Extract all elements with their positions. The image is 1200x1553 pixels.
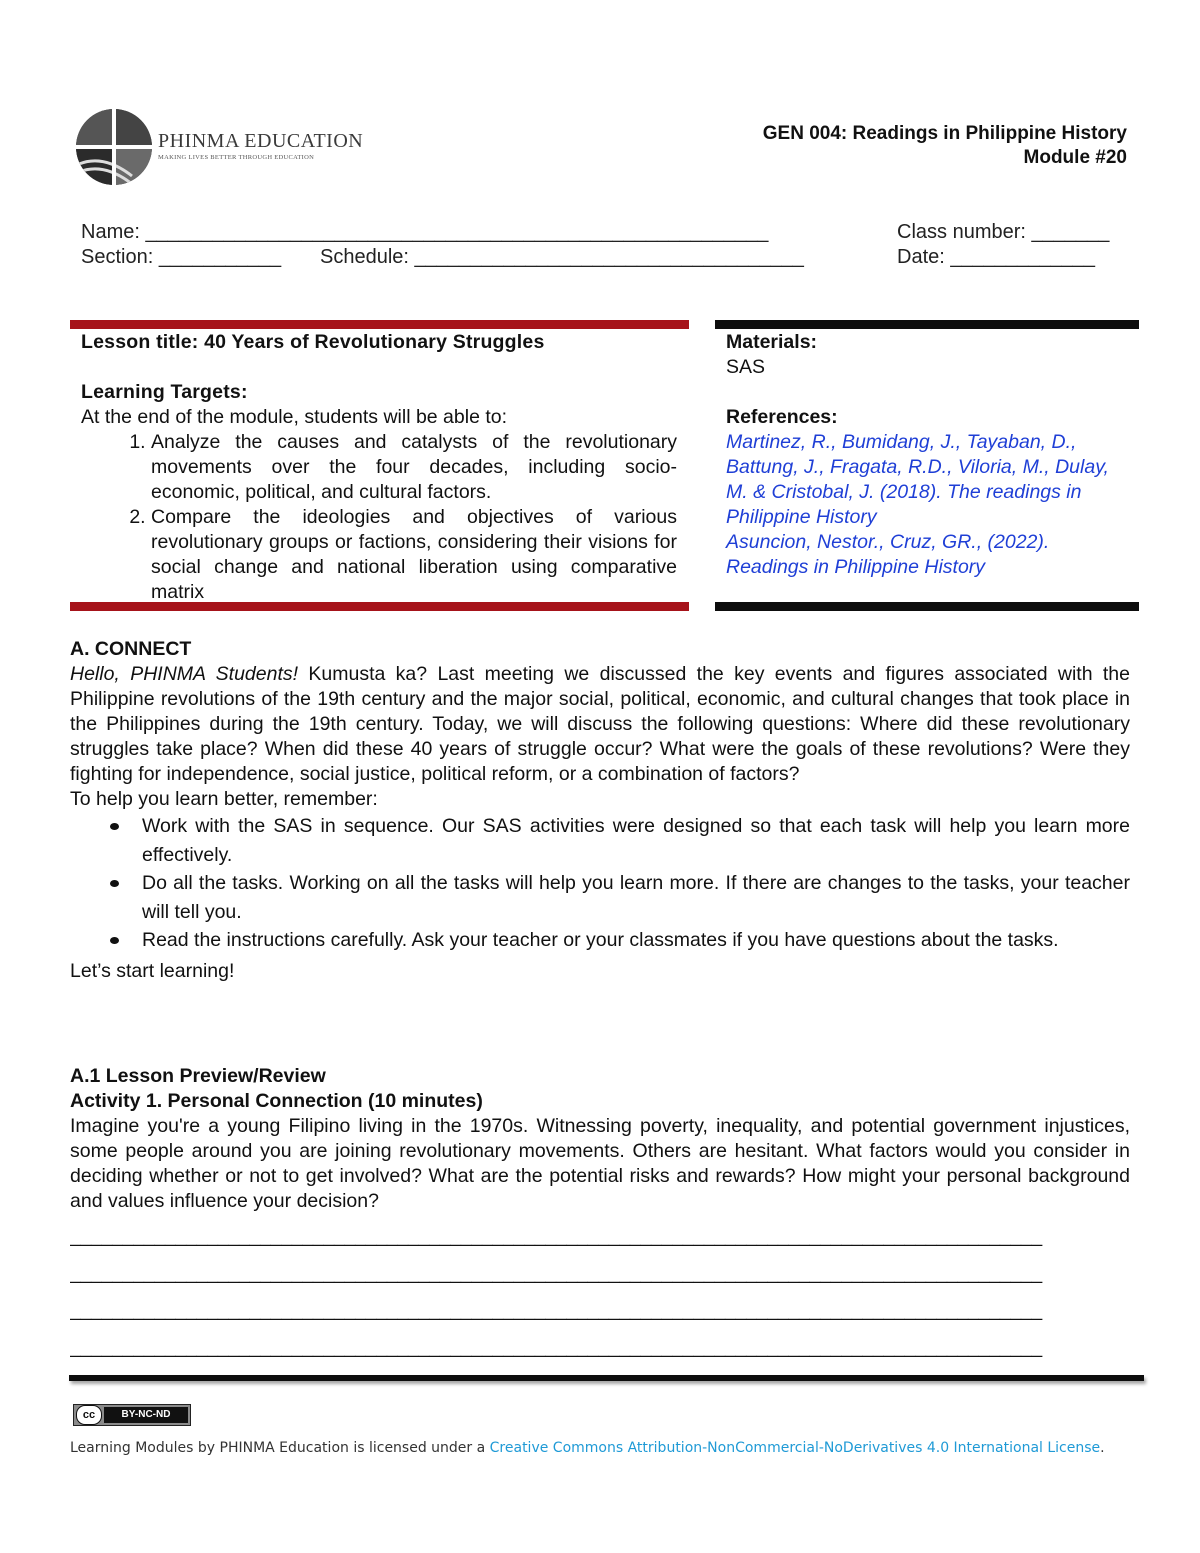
course-title: GEN 004: Readings in Philippine History: [762, 123, 1127, 144]
materials-panel: [726, 330, 1126, 580]
name-field[interactable]: Name: ________________________________________________________: [81, 221, 769, 243]
section-field[interactable]: Section: ___________: [81, 246, 282, 268]
date-field[interactable]: Date: _____________: [897, 246, 1095, 268]
materials-top-bar: [715, 320, 1139, 329]
answer-line[interactable]: ____________________________________________________________________________________________: [70, 1337, 1043, 1358]
footer-divider: [69, 1375, 1144, 1381]
logo-tagline: MAKING LIVES BETTER THROUGH EDUCATION: [158, 154, 315, 161]
class-number-field[interactable]: Class number: _______: [897, 221, 1110, 243]
closing-text: Let’s start learning!: [70, 959, 235, 982]
target-item: 2. Compare the ideologies and objectives of various revolutionary groups or factions, considering their visions for social change and national liberation using comparative matrix: [151, 505, 677, 605]
license-link[interactable]: Creative Commons Attribution-NonCommercial-NoDerivatives 4.0 International License: [489, 1440, 1101, 1456]
tips-list: [70, 812, 1130, 955]
license-suffix: .: [1100, 1440, 1105, 1456]
connect-intro: [70, 662, 1130, 787]
materials-heading: Materials:: [726, 331, 818, 353]
connect-section: [70, 637, 1130, 984]
reference-item[interactable]: Asuncion, Nestor., Cruz, GR., (2022). Readings in Philippine History: [726, 531, 1050, 578]
remember-text: To help you learn better, remember:: [70, 788, 378, 810]
answer-line[interactable]: ____________________________________________________________________________________________: [70, 1226, 1043, 1247]
materials-bottom-bar: [715, 602, 1139, 611]
answer-area[interactable]: [70, 1218, 1126, 1366]
license-text: [70, 1436, 1140, 1461]
answer-line[interactable]: ____________________________________________________________________________________________: [70, 1263, 1043, 1284]
intro-text: Kumusta ka? Last meeting we discussed the key events and figures associated with the Philippine revolutions of the 19th century and the major social, political, economic, and cultural changes that took place in the Philippines during the 19th century. Today, we will discuss the following questions: Where did these revolutionary struggles take place? When did these 40 years of struggle occur? What were the goals of these revolutions? Were they fighting for independence, social justice, political reform, or a combination of factors?: [70, 663, 1131, 785]
targets-intro: At the end of the module, students will be able to:: [81, 406, 508, 428]
logo-name: PHINMA EDUCATION: [158, 130, 364, 152]
learning-targets-heading: Learning Targets:: [81, 381, 248, 403]
tip-item: Work with the SAS in sequence. Our SAS activities were designed so that each task will help you learn more effectively.: [142, 812, 1130, 869]
lesson-title: Lesson title: 40 Years of Revolutionary Struggles: [81, 331, 545, 353]
materials-value: SAS: [726, 356, 766, 378]
reference-item[interactable]: Martinez, R., Bumidang, J., Tayaban, D., Battung, J., Fragata, R.D., Viloria, M., Dulay, M. & Cristobal, J. (2018). The readings in Philippine History: [726, 431, 1109, 528]
tip-item: Do all the tasks. Working on all the tasks will help you learn more. If there are changes to the tasks, your teacher will tell you.: [142, 869, 1130, 926]
cc-badge-text: BY-NC-ND: [104, 1407, 188, 1423]
activity-heading: Activity 1. Personal Connection (10 minutes): [70, 1090, 483, 1112]
module-number: Module #20: [1023, 147, 1127, 168]
course-header: [763, 122, 1127, 170]
answer-line[interactable]: ____________________________________________________________________________________________: [70, 1300, 1043, 1321]
target-item: 1. Analyze the causes and catalysts of the revolutionary movements over the four decades, including socio-economic, political, and cultural factors.: [151, 430, 677, 505]
preview-section: [70, 1064, 1130, 1214]
greeting: Hello, PHINMA Students!: [70, 663, 299, 685]
preview-heading: A.1 Lesson Preview/Review: [70, 1065, 326, 1087]
activity-prompt: Imagine you're a young Filipino living in the 1970s. Witnessing poverty, inequality, and potential government injustices, some people around you are joining revolutionary movements. Others are hesitant. What factors would you consider in deciding whether or not to get involved? What are the potential risks and rewards? How might your personal background and values influence your decision?: [70, 1115, 1130, 1212]
schedule-field[interactable]: Schedule: ___________________________________: [320, 246, 804, 268]
license-prefix: Learning Modules by PHINMA Education is licensed under a: [70, 1440, 490, 1456]
tip-item: Read the instructions carefully. Ask your teacher or your classmates if you have questions about the tasks.: [142, 926, 1130, 955]
cc-license-badge[interactable]: [73, 1404, 191, 1426]
cc-icon: cc: [76, 1405, 102, 1425]
references-heading: References:: [726, 406, 838, 428]
connect-heading: A. CONNECT: [70, 638, 192, 660]
phinma-logo: [74, 104, 364, 190]
lesson-top-bar: [70, 320, 689, 329]
lesson-panel: [81, 330, 677, 605]
targets-list: [81, 430, 677, 605]
